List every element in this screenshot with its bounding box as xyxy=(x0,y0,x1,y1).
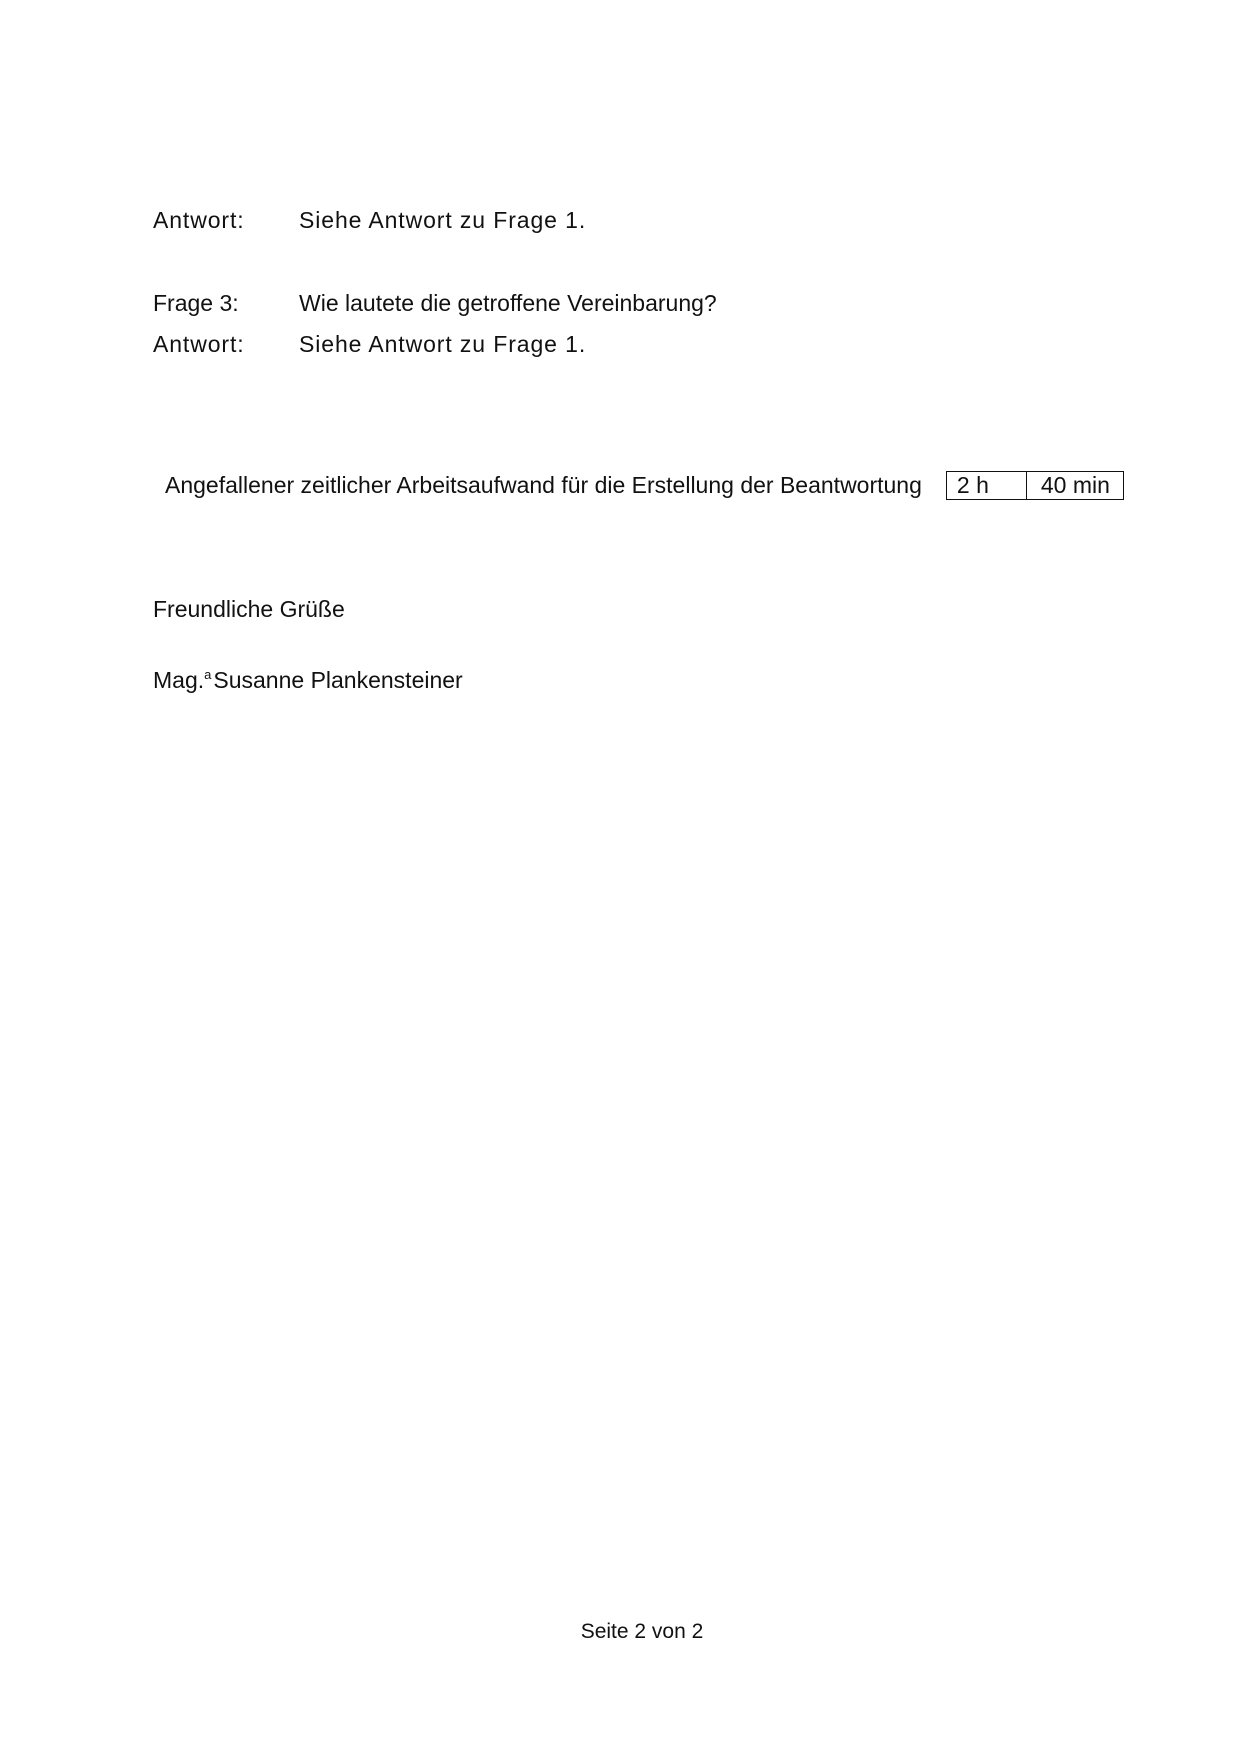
work-effort-hours: 2 h xyxy=(947,472,1027,499)
answer-3-text: Siehe Antwort zu Frage 1. xyxy=(299,331,587,357)
answer-3-row xyxy=(153,331,1133,358)
signature-name: Susanne Plankensteiner xyxy=(213,667,463,693)
signature-title: Mag. xyxy=(153,667,205,693)
answer-2-row xyxy=(153,207,1133,234)
answer-2-text: Siehe Antwort zu Frage 1. xyxy=(299,207,587,233)
page-footer: Seite 2 von 2 xyxy=(580,1620,704,1643)
question-3-label: Frage 3: xyxy=(153,290,239,316)
answer-3-label: Antwort: xyxy=(153,331,245,357)
closing-greeting: Freundliche Grüße xyxy=(153,596,345,622)
answer-2-label: Antwort: xyxy=(153,207,245,233)
signature-line xyxy=(153,667,463,694)
work-effort-row xyxy=(165,471,1124,500)
question-3-row xyxy=(153,290,1133,317)
work-effort-label: Angefallener zeitlicher Arbeitsaufwand für die Erstellung der Beantwortung xyxy=(165,472,922,498)
signature-title-superscript: a xyxy=(204,667,212,682)
work-effort-minutes: 40 min xyxy=(1040,472,1110,498)
work-effort-table xyxy=(946,471,1124,500)
question-3-text: Wie lautete die getroffene Vereinbarung? xyxy=(299,290,717,316)
